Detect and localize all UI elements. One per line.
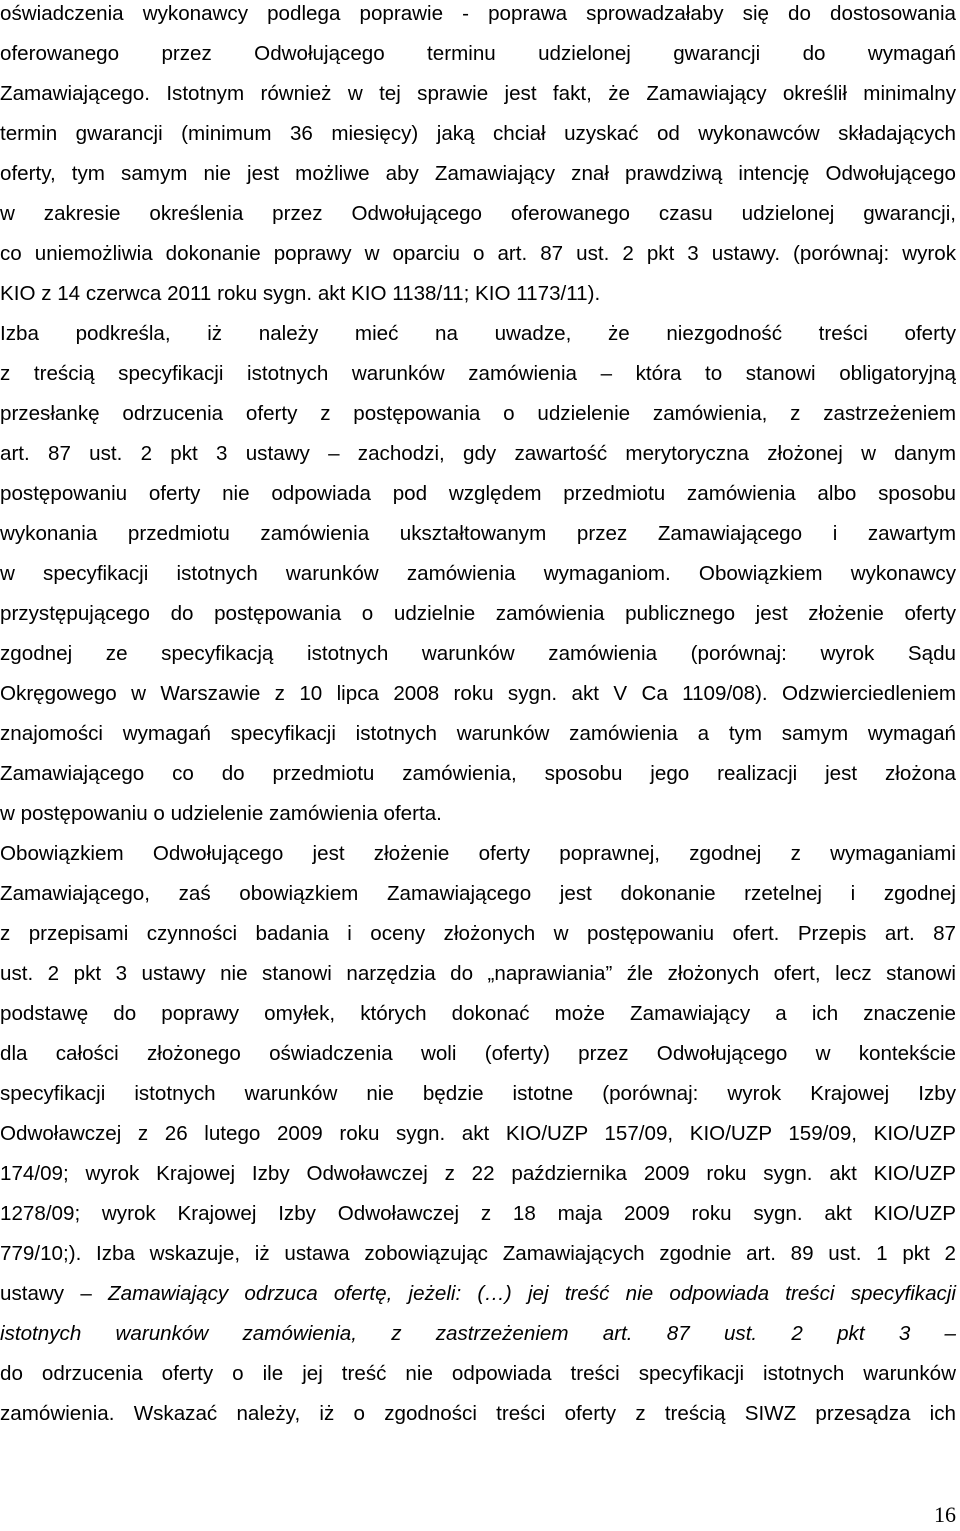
text-line: podstawę do poprawy omyłek, których dokonać może Zamawiający a ich znaczenie [0,1002,956,1025]
text-line: Izba podkreśla, iż należy mieć na uwadze, że niezgodność treści oferty [0,322,956,345]
text-line: 779/10;). Izba wskazuje, iż ustawa zobowiązując Zamawiających zgodnie art. 89 ust. 1 pkt 2 [0,1242,956,1265]
text-line: dla całości złożonego oświadczenia woli (oferty) przez Odwołującego w kontekście [0,1042,956,1065]
italic-quote-segment: Zamawiający odrzuca ofertę, jeżeli: (…) jej treść nie odpowiada treści specyfikacji [108,1282,956,1305]
text-line: zgodnej ze specyfikacją istotnych warunków zamówienia (porównaj: wyrok Sądu [0,642,956,665]
text-line: z treścią specyfikacji istotnych warunków zamówienia – która to stanowi obligatoryjną [0,362,956,385]
text-line: przesłankę odrzucenia oferty z postępowania o udzielenie zamówienia, z zastrzeżeniem [0,402,956,425]
text-line: Okręgowego w Warszawie z 10 lipca 2008 roku sygn. akt V Ca 1109/08). Odzwierciedleniem [0,682,956,705]
text-line: przystępującego do postępowania o udzielnie zamówienia publicznego jest złożenie oferty [0,602,956,625]
text-line: oferowanego przez Odwołującego terminu udzielonej gwarancji do wymagań [0,42,956,65]
text-line: Zamawiającego, zaś obowiązkiem Zamawiającego jest dokonanie rzetelnej i zgodnej [0,882,956,905]
text-line: wykonania przedmiotu zamówienia ukształtowanym przez Zamawiającego i zawartym [0,522,956,545]
text-line: istotnych warunków zamówienia, z zastrzeżeniem art. 87 ust. 2 pkt 3 – [0,1322,956,1345]
text-line: oferty, tym samym nie jest możliwe aby Zamawiający znał prawdziwą intencję Odwołującego [0,162,956,185]
text-line: w postępowaniu o udzielenie zamówienia oferta. [0,802,442,825]
text-line: Zamawiającego. Istotnym również w tej sprawie jest fakt, że Zamawiający określił minimalny [0,82,956,105]
text-line: postępowaniu oferty nie odpowiada pod względem przedmiotu zamówienia albo sposobu [0,482,956,505]
text-line: znajomości wymagań specyfikacji istotnych warunków zamówienia a tym samym wymagań [0,722,956,745]
text-line: w zakresie określenia przez Odwołującego oferowanego czasu udzielonej gwarancji, [0,202,956,225]
text-line: w specyfikacji istotnych warunków zamówienia wymaganiom. Obowiązkiem wykonawcy [0,562,956,585]
text-line: specyfikacji istotnych warunków nie będzie istotne (porównaj: wyrok Krajowej Izby [0,1082,956,1105]
page-number: 16 [934,1502,956,1527]
text-line: KIO z 14 czerwca 2011 roku sygn. akt KIO 1138/11; KIO 1173/11). [0,282,601,305]
text-line: z przepisami czynności badania i oceny złożonych w postępowaniu ofert. Przepis art. 87 [0,922,956,945]
text-line: Zamawiającego co do przedmiotu zamówienia, sposobu jego realizacji jest złożona [0,762,956,785]
text-line: ust. 2 pkt 3 ustawy nie stanowi narzędzia do „naprawiania” źle złożonych ofert, lecz stanowi [0,962,956,985]
text-segment: ustawy – [0,1282,109,1305]
text-line: 1278/09; wyrok Krajowej Izby Odwoławczej z 18 maja 2009 roku sygn. akt KIO/UZP [0,1202,956,1225]
text-line: termin gwarancji (minimum 36 miesięcy) jaką chciał uzyskać od wykonawców składających [0,122,956,145]
text-line: do odrzucenia oferty o ile jej treść nie odpowiada treści specyfikacji istotnych warunków [0,1362,956,1385]
text-line: Odwoławczej z 26 lutego 2009 roku sygn. akt KIO/UZP 157/09, KIO/UZP 159/09, KIO/UZP [0,1122,956,1145]
text-line: co uniemożliwia dokonanie poprawy w oparciu o art. 87 ust. 2 pkt 3 ustawy. (porównaj: wyrok [0,242,956,265]
text-line: 174/09; wyrok Krajowej Izby Odwoławczej z 22 października 2009 roku sygn. akt KIO/UZP [0,1162,956,1185]
text-line: art. 87 ust. 2 pkt 3 ustawy – zachodzi, gdy zawartość merytoryczna złożonej w danym [0,442,956,465]
text-line [0,1274,956,1314]
text-line: oświadczenia wykonawcy podlega poprawie - poprawa sprowadzałaby się do dostosowania [0,2,956,25]
text-line: zamówienia. Wskazać należy, iż o zgodności treści oferty z treścią SIWZ przesądza ich [0,1402,956,1425]
text-line: Obowiązkiem Odwołującego jest złożenie oferty poprawnej, zgodnej z wymaganiami [0,842,956,865]
